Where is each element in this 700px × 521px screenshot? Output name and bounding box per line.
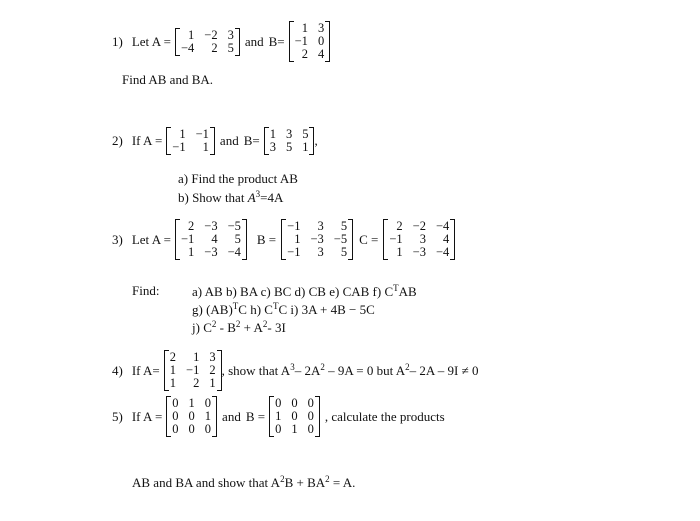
matrix-cell: 4 [211,232,218,246]
matrix-cell: 3 [317,219,324,233]
matrix-b-label: B= [268,33,285,49]
matrix-cell: 0 [307,396,314,410]
matrix-cell: 5 [285,140,293,154]
matrix-cell: 0 [317,34,325,48]
matrix-cell: −1 [294,34,308,48]
matrix-cell: 0 [188,409,195,423]
matrix-cell: 5 [340,219,348,233]
part-b-prefix: b) Show that [178,190,248,205]
matrix-cell: −3 [204,245,218,259]
matrix-cell: 0 [291,396,298,410]
matrix-cell: −1 [172,140,186,154]
matrix-cell: −3 [310,232,324,246]
matrix-cell: 0 [204,422,212,436]
matrix-cell: −4 [227,245,241,259]
find-label: Find: [132,283,160,298]
matrix-cell: 4 [443,232,450,246]
matrix-b [289,22,331,61]
matrix-cell: −4 [435,245,450,259]
problem-2-part-a: a) Find the product AB [178,171,298,186]
problem-3-line-3: j) $C^2 - B^2 + A^2-$ 3I [192,319,286,335]
problem-1 [112,22,330,61]
matrix-cell: 3 [285,127,293,141]
problem-5-final: AB and BA and show that $A^2B + BA^2 = A$. [132,474,356,490]
matrix-b-label: B = [256,231,277,247]
matrix-cell: 2 [396,219,403,233]
matrix-cell: −1 [180,232,195,246]
matrix-cell: −5 [333,232,348,246]
problem-4 [112,351,479,390]
matrix-cell: 3 [317,245,324,259]
problem-5 [112,397,450,436]
problem-5-tail: , calculate the products [324,408,445,424]
matrix-cell: −1 [195,127,209,141]
matrix-cell: 2 [301,47,308,61]
matrix-cell: 0 [188,422,195,436]
matrix-cell: 2 [193,376,200,390]
problem-number: 2) [112,133,123,148]
var-a: A [247,190,256,205]
matrix-cell: 0 [172,409,179,423]
matrix-cell: 1 [275,409,282,423]
problem-lead: If A = [131,408,163,424]
problem-3-line-2: g) (AB)$^T$C h) $C^TC$ i) 3A + 4B − 5C [192,301,375,317]
exponent: 3 [255,189,261,199]
matrix-cell: 1 [202,140,209,154]
matrix-a [166,128,215,154]
matrix-cell: −1 [287,245,301,259]
problem-1-instruction: Find AB and BA. [122,72,214,87]
problem-number: 4) [112,362,123,378]
matrix-cell: −3 [412,245,426,259]
matrix-cell: 1 [302,140,309,154]
matrix-cell: 4 [317,47,325,61]
matrix-cell: 1 [396,245,403,259]
matrix-a [175,220,247,259]
matrix-c-label: C = [359,231,379,247]
matrix-cell: 5 [340,245,348,259]
matrix-cell: 2 [188,219,195,233]
matrix-cell: 1 [301,21,308,35]
matrix-cell: −1 [186,363,200,377]
matrix-cell: 1 [204,409,212,423]
problem-4-statement: , show that $A^3-$ $2A^2 - 9A = 0$ but $A^2-$ 2A – 9I ≠ 0 [221,362,479,378]
matrix-cell: 1 [269,127,276,141]
matrix-a [175,29,240,55]
matrix-cell: 1 [188,396,195,410]
matrix-cell: 5 [234,232,241,246]
problem-2 [112,128,318,154]
part-b-suffix: =4A [260,190,284,205]
problem-2-part-b [178,189,283,206]
problem-number: 1) [112,33,123,49]
matrix-b-label: B = [245,408,266,424]
matrix-cell: 3 [317,21,325,35]
matrix-cell: 2 [211,40,218,55]
matrix-cell: 3 [227,27,234,42]
matrix-cell: 2 [169,350,177,364]
and-text: and [219,133,239,148]
matrix-cell: 0 [307,409,314,423]
matrix-cell: 0 [172,396,179,410]
problem-lead: If A= [131,362,160,378]
matrix-b [264,127,318,154]
matrix-cell: 0 [204,396,212,410]
matrix-cell: 5 [227,40,234,55]
matrix-cell: 1 [169,363,177,377]
matrix-cell: 1 [291,422,298,436]
matrix-b-label: B= [243,133,260,148]
matrix-b [269,397,320,436]
matrix-cell: 1 [169,376,177,390]
matrix-cell: −1 [389,232,403,246]
matrix-cell: 5 [302,127,309,141]
matrix-cell: 0 [307,422,314,436]
matrix-cell: 1 [188,27,195,42]
matrix-cell: 1 [294,232,301,246]
trailing-comma: , [314,133,318,148]
matrix-cell: 3 [269,140,276,154]
problem-number: 5) [112,408,123,424]
problem-number: 3) [112,231,123,247]
problem-3 [112,220,455,259]
matrix-a [166,397,217,436]
matrix-cell: −5 [227,219,241,233]
matrix-cell: −4 [435,219,450,233]
matrix-cell: 0 [275,422,282,436]
matrix-cell: 1 [179,127,186,141]
and-text: and [222,408,241,424]
problem-3-line-1: a) AB b) BA c) BC d) CB e) CAB f) $C^TAB$ [192,283,417,299]
matrix-cell: 1 [193,350,200,364]
matrix-cell: 1 [188,245,195,259]
matrix-cell: 0 [275,396,282,410]
problem-lead: Let A = [131,33,171,49]
problem-lead: Let A = [131,231,171,247]
matrix-cell: −2 [412,219,426,233]
matrix-cell: −4 [180,40,195,55]
matrix-a [164,351,222,390]
matrix-cell: −1 [287,219,301,233]
matrix-cell: 0 [172,422,179,436]
and-text: and [244,33,264,49]
matrix-cell: 2 [209,363,216,377]
matrix-cell: 3 [209,350,216,364]
matrix-cell: −2 [204,27,218,42]
problem-lead: If A = [131,133,163,148]
matrix-cell: 1 [209,376,216,390]
matrix-c [383,220,455,259]
matrix-cell: −3 [204,219,218,233]
matrix-b [281,220,353,259]
matrix-cell: 3 [419,232,426,246]
matrix-cell: 0 [291,409,298,423]
